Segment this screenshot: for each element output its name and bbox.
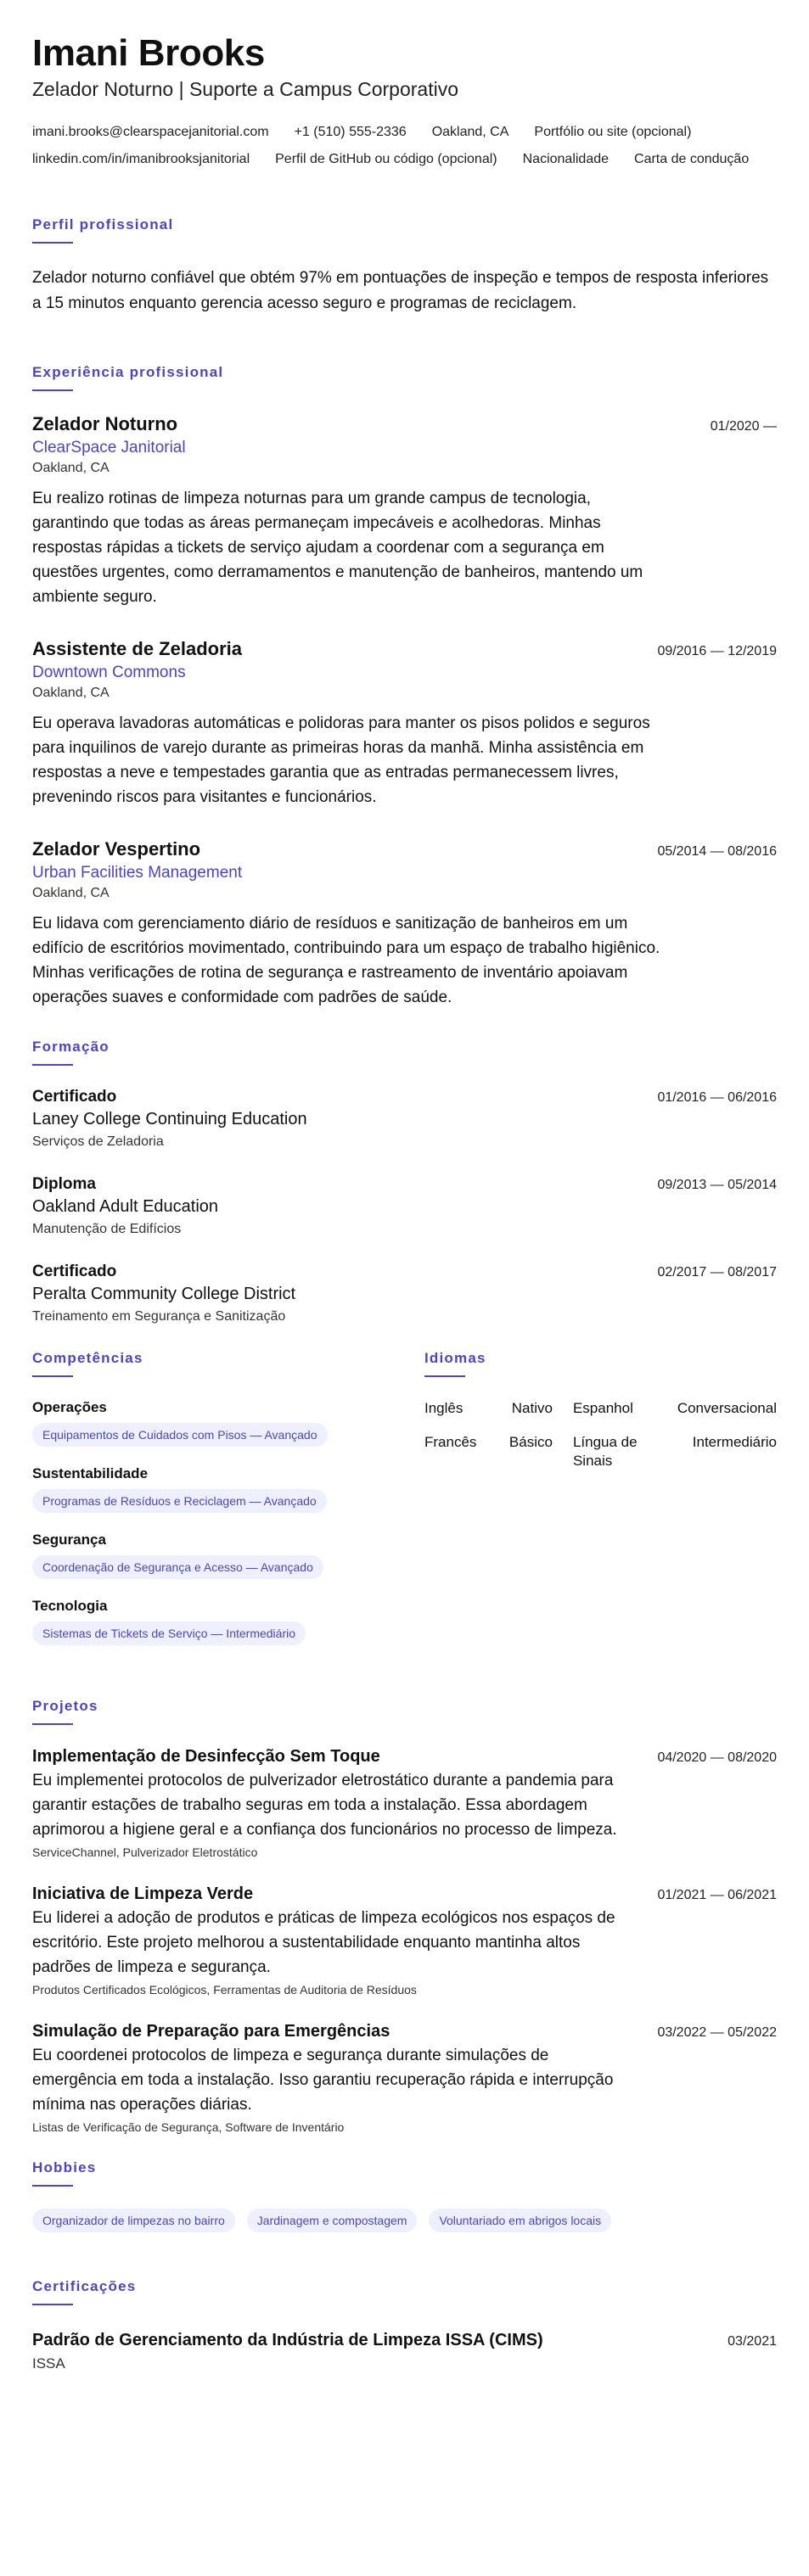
project-tools: ServiceChannel, Pulverizador Eletrostático <box>32 1845 258 1859</box>
section-divider <box>32 1375 73 1377</box>
job-location: Oakland, CA <box>32 686 110 700</box>
certification-issuer: ISSA <box>32 2355 65 2372</box>
language-name: Espanhol <box>572 1400 633 1416</box>
project-description: Eu liderei a adoção de produtos e práticas de limpeza ecológicos nos espaços de escritório. Este projeto melhorou a sustentabilidade enquanto mantinha altos padrões de limpeza e segurança. <box>32 1909 615 1976</box>
job-description: Eu lidava com gerenciamento diário de resíduos e sanitização de banheiros em um edifício de escritórios movimentado, contribuindo para um espaço de trabalho higiênico. Minhas verificações de rotina de segurança e rastreamento de inventário apoiavam operações suaves e conformidade com padrões de saúde. <box>32 915 660 1006</box>
section-title: Idiomas <box>424 1350 486 1366</box>
language-level: Básico <box>508 1434 553 1450</box>
project-title: Iniciativa de Limpeza Verde <box>32 1884 254 1903</box>
education-field: Manutenção de Edifícios <box>32 1222 182 1236</box>
project-entry <box>32 1747 777 1859</box>
job-location: Oakland, CA <box>32 461 110 475</box>
contact-location: Oakland, CA <box>431 125 509 139</box>
skill-group <box>32 1465 357 1513</box>
project-entry <box>32 1884 777 1996</box>
contact-driving-license: Carta de condução <box>634 152 750 166</box>
section-title: Certificações <box>32 2278 137 2294</box>
language-name: Inglês <box>424 1400 463 1416</box>
section-divider <box>32 2185 73 2187</box>
contact-list <box>32 123 777 169</box>
contact-nationality: Nacionalidade <box>522 152 610 166</box>
contact-portfolio: Portfólio ou site (opcional) <box>534 125 692 139</box>
education-school: Oakland Adult Education <box>32 1197 219 1216</box>
experience-section <box>32 364 777 1010</box>
section-divider <box>32 2304 73 2305</box>
section-title: Formação <box>32 1039 110 1055</box>
education-school: Laney College Continuing Education <box>32 1110 307 1128</box>
job-date: 01/2020 — <box>710 419 777 434</box>
project-date: 01/2021 — 06/2021 <box>657 1888 777 1902</box>
section-title: Experiência profissional <box>32 364 224 380</box>
languages-row <box>424 1433 777 1486</box>
skill-group <box>32 1532 357 1579</box>
section-divider <box>32 1064 73 1066</box>
education-school: Peralta Community College District <box>32 1285 296 1303</box>
section-divider <box>424 1375 465 1377</box>
skill-chip: Equipamentos de Cuidados com Pisos — Avançado <box>32 1423 328 1447</box>
project-tools: Listas de Verificação de Segurança, Software de Inventário <box>32 2120 345 2134</box>
contact-phone: +1 (510) 555-2336 <box>294 125 407 139</box>
skill-chip: Sistemas de Tickets de Serviço — Intermediário <box>32 1621 306 1645</box>
education-entry <box>32 1263 777 1324</box>
project-tools: Produtos Certificados Ecológicos, Ferramentas de Auditoria de Resíduos <box>32 1983 417 1996</box>
contact-linkedin: linkedin.com/in/imanibrooksjanitorial <box>32 152 250 166</box>
job-title: Zelador Noturno <box>32 413 178 434</box>
education-section <box>32 1039 777 1324</box>
job-company: ClearSpace Janitorial <box>32 439 186 456</box>
education-date: 01/2016 — 06/2016 <box>657 1090 777 1105</box>
section-title: Hobbies <box>32 2159 97 2176</box>
hobbies-section <box>32 2159 777 2232</box>
job-date: 05/2014 — 08/2016 <box>657 844 777 859</box>
skill-category: Tecnologia <box>32 1598 108 1614</box>
education-entry <box>32 1175 777 1237</box>
languages-section <box>424 1350 777 1664</box>
education-date: 02/2017 — 08/2017 <box>657 1265 777 1280</box>
job-entry <box>32 638 777 809</box>
job-date: 09/2016 — 12/2019 <box>657 644 777 658</box>
education-date: 09/2013 — 05/2014 <box>657 1178 777 1192</box>
skill-category: Sustentabilidade <box>32 1465 149 1481</box>
language-name: Língua de Sinais <box>572 1434 638 1469</box>
section-title: Competências <box>32 1350 143 1366</box>
certification-title: Padrão de Gerenciamento da Indústria de Limpeza ISSA (CIMS) <box>32 2331 543 2349</box>
profile-section <box>32 216 777 316</box>
certifications-section <box>32 2278 777 2372</box>
language-level: Intermediário <box>692 1434 777 1450</box>
education-field: Serviços de Zeladoria <box>32 1134 164 1149</box>
job-description: Eu operava lavadoras automáticas e polidoras para manter os pisos polidos e seguros para inquilinos de varejo durante as primeiras horas da manhã. Minha assistência em respostas a neve e tempestades garantia que as entradas permanecessem livres, prevenindo riscos para visitantes e funcionários. <box>32 714 650 806</box>
project-description: Eu implementei protocolos de pulverizador eletrostático durante a pandemia para garantir estações de trabalho seguras em toda a instalação. Essa abordagem aprimorou a higiene geral e a confiança dos funcionários no processo de limpeza. <box>32 1772 617 1839</box>
section-title: Projetos <box>32 1698 98 1714</box>
skill-group <box>32 1399 357 1447</box>
hobby-chip: Jardinagem e compostagem <box>247 2209 418 2232</box>
skill-category: Segurança <box>32 1532 106 1548</box>
section-divider <box>32 242 73 244</box>
education-degree: Certificado <box>32 1263 117 1280</box>
education-degree: Diploma <box>32 1175 96 1193</box>
job-title: Assistente de Zeladoria <box>32 638 242 659</box>
job-location: Oakland, CA <box>32 886 110 900</box>
skills-languages-block <box>32 1350 777 1664</box>
project-entry <box>32 2022 777 2134</box>
project-date: 03/2022 — 05/2022 <box>657 2025 777 2040</box>
contact-email: imani.brooks@clearspacejanitorial.com <box>32 125 269 139</box>
profile-summary: Zelador noturno confiável que obtém 97% em pontuações de inspeção e tempos de resposta inferiores a 15 minutos enquanto gerencia acesso seguro e programas de reciclagem. <box>32 269 769 312</box>
education-field: Treinamento em Segurança e Sanitização <box>32 1309 286 1324</box>
project-date: 04/2020 — 08/2020 <box>657 1750 777 1765</box>
education-degree: Certificado <box>32 1088 117 1106</box>
hobby-chip: Voluntariado em abrigos locais <box>429 2209 611 2232</box>
job-description: Eu realizo rotinas de limpeza noturnas para um grande campus de tecnologia, garantindo que todas as áreas permaneçam impecáveis e acolhedoras. Minhas respostas rápidas a tickets de serviço ajudam a coordenar com a segurança em questões urgentes, como derramamentos e manutenção de banheiros, mantendo um ambiente seguro. <box>32 490 643 606</box>
education-entry <box>32 1088 777 1150</box>
projects-section <box>32 1698 777 2134</box>
languages-row <box>424 1399 777 1433</box>
section-divider <box>32 1723 73 1725</box>
job-entry <box>32 413 777 609</box>
certification-entry <box>32 2331 777 2372</box>
project-description: Eu coordenei protocolos de limpeza e segurança durante simulações de emergência em toda a instalação. Isso garantiu recuperação rápida e interrupção mínima nas operações diárias. <box>32 2047 614 2114</box>
headline: Zelador Noturno | Suporte a Campus Corporativo <box>32 78 459 100</box>
skill-chip: Coordenação de Segurança e Acesso — Avançado <box>32 1555 323 1579</box>
skill-category: Operações <box>32 1399 107 1415</box>
hobby-chip: Organizador de limpezas no bairro <box>32 2209 235 2232</box>
candidate-name: Imani Brooks <box>32 32 265 74</box>
language-name: Francês <box>424 1434 477 1450</box>
language-level: Conversacional <box>677 1400 777 1416</box>
project-title: Simulação de Preparação para Emergências <box>32 2022 390 2041</box>
project-title: Implementação de Desinfecção Sem Toque <box>32 1747 380 1766</box>
contact-github: Perfil de GitHub ou código (opcional) <box>275 152 497 166</box>
job-title: Zelador Vespertino <box>32 838 201 860</box>
hobby-chips <box>32 2209 777 2232</box>
skill-chip: Programas de Resíduos e Reciclagem — Avançado <box>32 1489 327 1513</box>
job-company: Downtown Commons <box>32 664 186 681</box>
section-title: Perfil profissional <box>32 216 174 232</box>
skills-section <box>32 1350 357 1664</box>
languages-table <box>424 1399 777 1486</box>
language-level: Nativo <box>511 1400 553 1416</box>
certification-date: 03/2021 <box>728 2334 777 2349</box>
job-entry <box>32 838 777 1010</box>
skill-group <box>32 1598 357 1645</box>
job-company: Urban Facilities Management <box>32 864 243 882</box>
section-divider <box>32 389 73 391</box>
